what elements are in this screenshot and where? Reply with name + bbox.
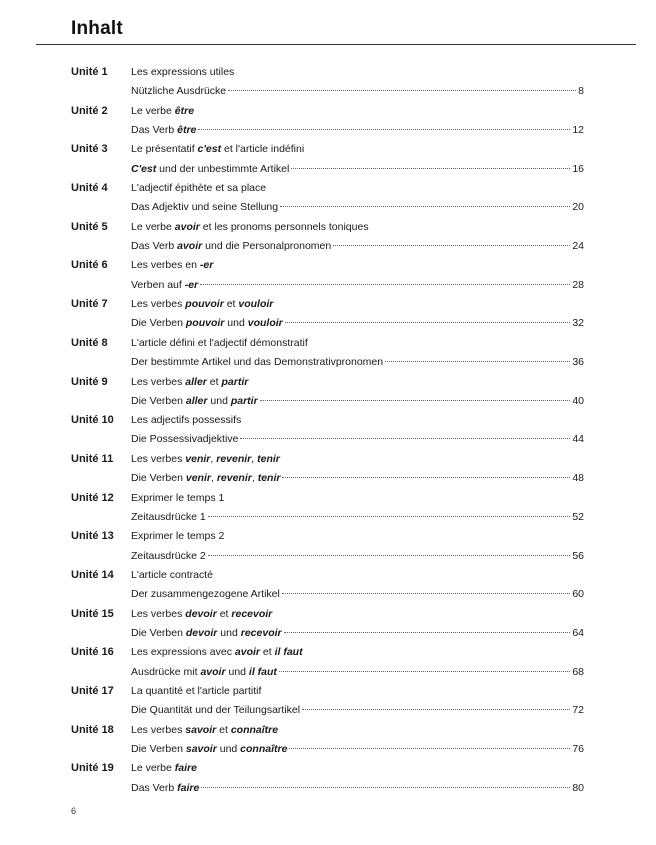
toc-entry <box>71 63 584 102</box>
french-title <box>131 334 584 353</box>
title-text: Exprimer le temps 1 <box>131 491 225 504</box>
title-text: Les verbes en <box>131 259 200 272</box>
emphasized-term: c'est <box>197 143 222 156</box>
dot-leader <box>280 206 570 207</box>
dot-leader <box>289 748 570 749</box>
title-text: Les verbes <box>131 723 186 736</box>
german-title <box>131 701 584 720</box>
toc-entry <box>71 643 584 682</box>
title-text: Die Verben <box>131 742 186 755</box>
emphasized-term: venir <box>185 452 211 465</box>
german-title <box>131 430 584 449</box>
german-title-text <box>131 779 199 798</box>
french-title <box>131 489 584 508</box>
unit-titles <box>131 682 584 721</box>
emphasized-term: vouloir <box>238 298 274 311</box>
title-text: et l'article indéfini <box>221 143 305 156</box>
german-title-text <box>131 276 198 295</box>
french-title <box>131 721 584 740</box>
title-text: Les expressions avec <box>131 646 235 659</box>
unit-label: Unité 12 <box>71 491 114 504</box>
unit-label: Unité 14 <box>71 568 114 581</box>
emphasized-term: tenir <box>257 472 281 485</box>
unit-label: Unité 9 <box>71 375 108 388</box>
dot-leader <box>333 245 570 246</box>
toc-page-number: 32 <box>572 317 584 330</box>
title-text: , <box>210 472 217 485</box>
dot-leader <box>198 129 570 130</box>
unit-label: Unité 3 <box>71 143 108 156</box>
toc-page-number: 56 <box>572 549 584 562</box>
title-text: , <box>210 452 217 465</box>
french-title <box>131 411 584 430</box>
german-title <box>131 237 584 256</box>
toc-entry <box>71 605 584 644</box>
unit-titles <box>131 218 584 257</box>
title-text: und <box>224 317 248 330</box>
emphasized-term: pouvoir <box>185 298 224 311</box>
unit-titles <box>131 179 584 218</box>
title-text: L'article contracté <box>131 568 213 581</box>
toc-page-number: 20 <box>572 201 584 214</box>
toc-entry <box>71 218 584 257</box>
german-title-text <box>131 585 280 604</box>
title-text: et <box>206 375 222 388</box>
toc-page-number: 44 <box>572 433 584 446</box>
german-title-text <box>131 82 226 101</box>
unit-titles <box>131 759 584 798</box>
toc-page-number: 60 <box>572 588 584 601</box>
emphasized-term: avoir <box>174 220 200 233</box>
dot-leader <box>284 632 571 633</box>
title-text: Die Verben <box>131 317 186 330</box>
title-text: et <box>223 298 239 311</box>
unit-titles <box>131 334 584 373</box>
emphasized-term: revenir <box>216 452 252 465</box>
dot-leader <box>385 361 570 362</box>
emphasized-term: revenir <box>216 472 252 485</box>
emphasized-term: -er <box>184 278 199 291</box>
toc-page-number: 64 <box>572 626 584 639</box>
toc-page-number: 52 <box>572 510 584 523</box>
unit-label: Unité 1 <box>71 66 108 78</box>
german-title <box>131 585 584 604</box>
emphasized-term: aller <box>185 394 208 407</box>
toc-entry <box>71 450 584 489</box>
unit-label: Unité 11 <box>71 452 114 465</box>
unit-titles <box>131 643 584 682</box>
toc-page-number: 36 <box>572 356 584 369</box>
page-title: Inhalt <box>71 18 123 39</box>
unit-label: Unité 8 <box>71 336 108 349</box>
title-text: Les verbes <box>131 607 186 620</box>
unit-titles <box>131 411 584 450</box>
toc-entry <box>71 334 584 373</box>
emphasized-term: partir <box>230 394 258 407</box>
title-text: und <box>225 665 249 678</box>
unit-label: Unité 5 <box>71 220 108 233</box>
german-title <box>131 121 584 140</box>
german-title-text <box>131 663 277 682</box>
title-text: Exprimer le temps 2 <box>131 530 225 543</box>
toc-entry <box>71 373 584 412</box>
emphasized-term: il faut <box>248 665 277 678</box>
unit-label: Unité 17 <box>71 685 114 697</box>
emphasized-term: partir <box>221 375 249 388</box>
toc-entry <box>71 140 584 179</box>
dot-leader <box>208 516 571 517</box>
french-title <box>131 218 584 237</box>
emphasized-term: pouvoir <box>185 317 225 330</box>
french-title <box>131 527 584 546</box>
dot-leader <box>282 593 570 594</box>
emphasized-term: recevoir <box>231 607 273 620</box>
title-text: et les pronoms personnels toniques <box>199 220 369 233</box>
unit-titles <box>131 373 584 412</box>
emphasized-term: connaître <box>230 723 279 736</box>
title-text: und <box>217 626 241 639</box>
german-title <box>131 779 584 798</box>
german-title <box>131 392 584 411</box>
toc-page-number: 76 <box>572 742 584 755</box>
german-title-text <box>131 353 383 372</box>
title-text: und <box>216 742 241 755</box>
toc-page-number: 24 <box>572 240 584 253</box>
french-title <box>131 682 584 701</box>
german-title <box>131 276 584 295</box>
title-text: Das Adjektiv und seine Stellung <box>131 201 279 214</box>
german-title-text <box>131 314 283 333</box>
german-title <box>131 508 584 527</box>
unit-label: Unité 6 <box>71 259 108 272</box>
toc-page-number: 68 <box>572 665 584 678</box>
title-text: und der unbestimmte Artikel <box>156 162 290 175</box>
title-text: Die Verben <box>131 626 186 639</box>
title-text: Zeitausdrücke 1 <box>131 510 206 523</box>
german-title-text <box>131 392 258 411</box>
title-text: und die Personalpronomen <box>202 240 332 253</box>
dot-leader <box>279 671 570 672</box>
title-text: Le verbe <box>131 104 175 117</box>
german-title-text <box>131 469 280 488</box>
dot-leader <box>201 787 570 788</box>
toc-entry <box>71 566 584 605</box>
toc-page-number: 12 <box>572 123 584 136</box>
title-text: L'article défini et l'adjectif démonstratif <box>131 336 308 349</box>
unit-titles <box>131 102 584 141</box>
table-of-contents <box>71 63 584 798</box>
german-title <box>131 198 584 217</box>
emphasized-term: être <box>174 104 195 117</box>
german-title <box>131 469 584 488</box>
emphasized-term: devoir <box>185 607 217 620</box>
title-text: Nützliche Ausdrücke <box>131 85 227 98</box>
unit-titles <box>131 721 584 760</box>
dot-leader <box>228 90 576 91</box>
unit-label: Unité 2 <box>71 104 108 117</box>
unit-titles <box>131 256 584 295</box>
title-text: Les verbes <box>131 452 186 465</box>
dot-leader <box>200 284 570 285</box>
title-text: Les adjectifs possessifs <box>131 414 242 427</box>
emphasized-term: il faut <box>274 646 303 659</box>
title-text: Les verbes <box>131 298 186 311</box>
toc-entry <box>71 102 584 141</box>
unit-label: Unité 19 <box>71 762 114 775</box>
title-text: Die Quantität und der Teilungsartikel <box>131 704 301 717</box>
toc-entry <box>71 489 584 528</box>
title-text: Die Verben <box>131 472 186 485</box>
title-text: et <box>216 723 231 736</box>
german-title <box>131 663 584 682</box>
german-title <box>131 624 584 643</box>
title-text: et <box>260 646 275 659</box>
dot-leader <box>285 322 571 323</box>
dot-leader <box>291 168 570 169</box>
german-title-text <box>131 198 278 217</box>
french-title <box>131 102 584 121</box>
title-text: Das Verb <box>131 123 178 136</box>
french-title <box>131 140 584 159</box>
french-title <box>131 179 584 198</box>
title-text: Der zusammengezogene Artikel <box>131 588 280 601</box>
german-title-text <box>131 508 206 527</box>
toc-page-number: 72 <box>572 704 584 717</box>
german-title <box>131 547 584 566</box>
german-title-text <box>131 237 331 256</box>
french-title <box>131 373 584 392</box>
toc-entry <box>71 256 584 295</box>
title-text: Zeitausdrücke 2 <box>131 549 206 562</box>
emphasized-term: connaître <box>240 742 288 755</box>
french-title <box>131 450 584 469</box>
toc-page-number: 8 <box>578 85 584 98</box>
title-text: Verben auf <box>131 278 185 291</box>
emphasized-term: avoir <box>177 240 203 253</box>
emphasized-term: aller <box>185 375 207 388</box>
toc-entry <box>71 411 584 450</box>
unit-titles <box>131 527 584 566</box>
title-text: Die Possessivadjektive <box>131 433 239 446</box>
unit-label: Unité 15 <box>71 607 114 620</box>
dot-leader <box>208 555 571 556</box>
emphasized-term: C'est <box>131 162 157 175</box>
title-text: L'adjectif épithète et sa place <box>131 182 267 195</box>
toc-entry <box>71 759 584 798</box>
title-text: Der bestimmte Artikel und das Demonstrativpronomen <box>131 356 384 369</box>
title-text: Le verbe <box>131 762 175 775</box>
toc-entry <box>71 179 584 218</box>
french-title <box>131 566 584 585</box>
unit-label: Unité 16 <box>71 646 114 659</box>
german-title-text <box>131 547 206 566</box>
german-title-text <box>131 430 238 449</box>
french-title <box>131 605 584 624</box>
title-text: Die Verben <box>131 394 186 407</box>
emphasized-term: savoir <box>185 742 217 755</box>
german-title <box>131 314 584 333</box>
unit-titles <box>131 63 584 102</box>
unit-titles <box>131 295 584 334</box>
german-title <box>131 353 584 372</box>
emphasized-term: avoir <box>200 665 226 678</box>
dot-leader <box>282 477 570 478</box>
unit-label: Unité 10 <box>71 414 114 427</box>
title-text: La quantité et l'article partitif <box>131 685 262 697</box>
emphasized-term: faire <box>174 762 197 775</box>
title-text: , <box>251 452 258 465</box>
dot-leader <box>240 438 570 439</box>
title-text: Le présentatif <box>131 143 198 156</box>
german-title-text <box>131 121 196 140</box>
unit-label: Unité 4 <box>71 182 108 195</box>
french-title <box>131 256 584 275</box>
title-text: , <box>251 472 258 485</box>
unit-titles <box>131 489 584 528</box>
unit-titles <box>131 566 584 605</box>
toc-page-number: 40 <box>572 394 584 407</box>
emphasized-term: vouloir <box>247 317 283 330</box>
french-title <box>131 63 584 82</box>
title-text: et <box>216 607 232 620</box>
title-text: und <box>207 394 231 407</box>
title-divider <box>36 44 636 45</box>
dot-leader <box>302 709 570 710</box>
title-text: Ausdrücke mit <box>131 665 201 678</box>
title-text: Das Verb <box>131 781 178 794</box>
emphasized-term: savoir <box>185 723 217 736</box>
emphasized-term: faire <box>177 781 200 794</box>
german-title-text <box>131 740 287 759</box>
french-title <box>131 643 584 662</box>
unit-label: Unité 7 <box>71 298 108 311</box>
toc-entry <box>71 682 584 721</box>
german-title <box>131 82 584 101</box>
german-title-text <box>131 624 282 643</box>
title-text: Les verbes <box>131 375 186 388</box>
emphasized-term: recevoir <box>240 626 282 639</box>
french-title <box>131 759 584 778</box>
unit-titles <box>131 605 584 644</box>
toc-page-number: 28 <box>572 278 584 291</box>
emphasized-term: être <box>177 123 197 136</box>
german-title <box>131 740 584 759</box>
toc-entry <box>71 295 584 334</box>
title-text: Das Verb <box>131 240 178 253</box>
unit-label: Unité 13 <box>71 530 114 543</box>
unit-titles <box>131 450 584 489</box>
title-text: Le verbe <box>131 220 175 233</box>
page-number: 6 <box>71 806 77 816</box>
title-text: Les expressions utiles <box>131 66 235 78</box>
german-title <box>131 160 584 179</box>
emphasized-term: devoir <box>185 626 218 639</box>
toc-page-number: 16 <box>572 162 584 175</box>
emphasized-term: -er <box>199 259 214 272</box>
german-title-text <box>131 160 289 179</box>
toc-entry <box>71 527 584 566</box>
emphasized-term: venir <box>185 472 211 485</box>
emphasized-term: avoir <box>234 646 260 659</box>
toc-entry <box>71 721 584 760</box>
dot-leader <box>260 400 571 401</box>
toc-page-number: 80 <box>572 781 584 794</box>
toc-page-number: 48 <box>572 472 584 485</box>
unit-titles <box>131 140 584 179</box>
emphasized-term: tenir <box>257 452 280 465</box>
french-title <box>131 295 584 314</box>
unit-label: Unité 18 <box>71 723 114 736</box>
german-title-text <box>131 701 300 720</box>
